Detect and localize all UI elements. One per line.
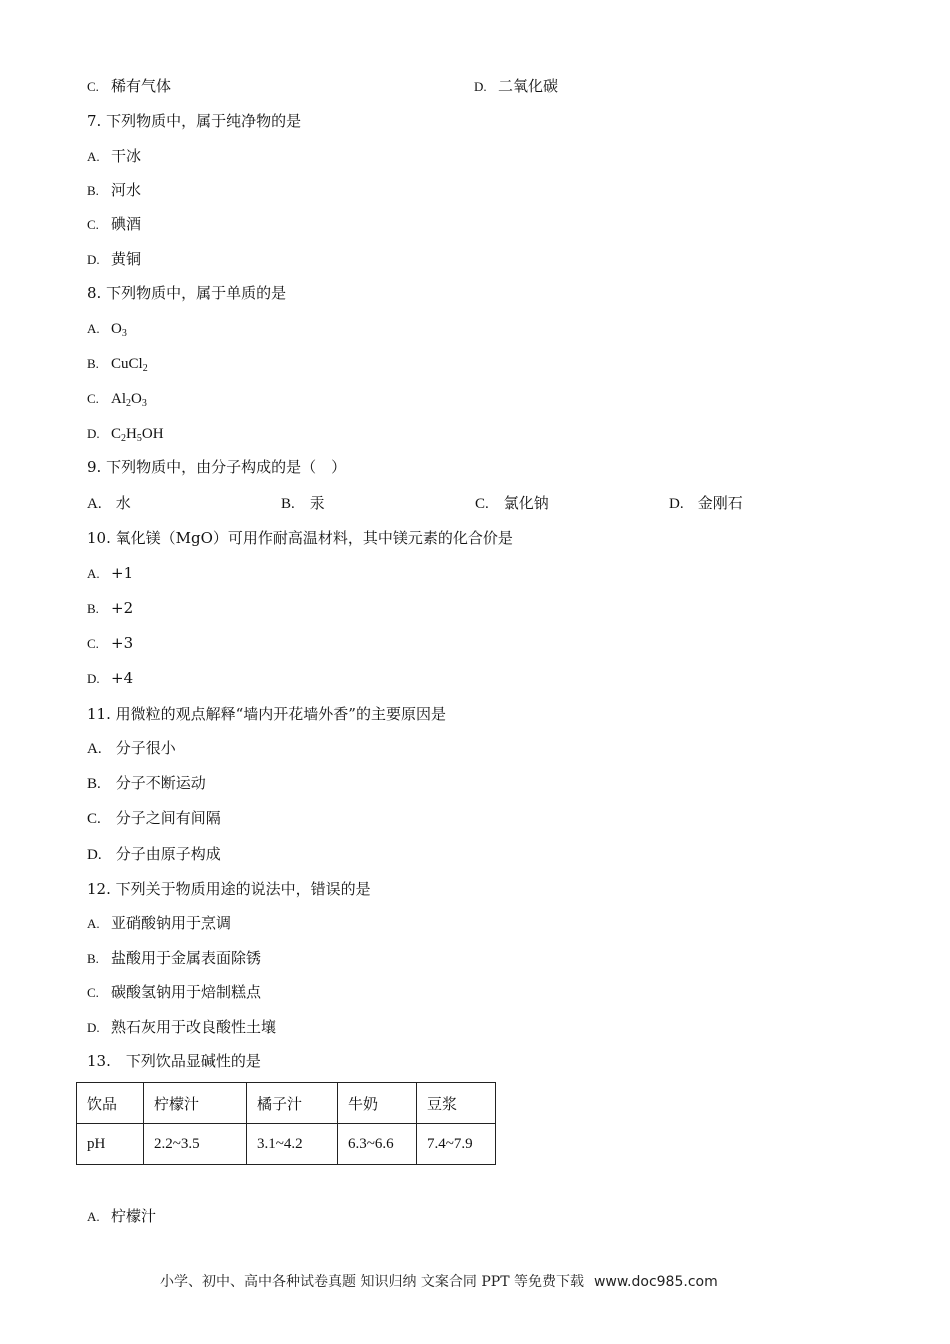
option-text: +1 (111, 564, 134, 582)
q9-option-d (669, 493, 743, 514)
q11-option-a (87, 738, 176, 759)
table-cell: 2.2~3.5 (144, 1124, 247, 1165)
option-text: 氯化钠 (503, 494, 549, 512)
q9-option-a (87, 493, 131, 514)
question-13-stem: 13. 下列饮品显碱性的是 (87, 1052, 261, 1070)
option-letter: D. (87, 671, 100, 686)
option-text: 汞 (309, 494, 325, 512)
option-text: 黄铜 (111, 250, 142, 268)
table-cell: 豆浆 (417, 1083, 496, 1124)
option-text: 亚硝酸钠用于烹调 (111, 914, 232, 932)
q10-option-a (87, 563, 133, 584)
q6-option-c (87, 76, 171, 97)
question-7-stem: 7. 下列物质中，属于纯净物的是 (87, 112, 302, 130)
option-text: 水 (115, 494, 131, 512)
option-text: 熟石灰用于改良酸性土壤 (111, 1018, 277, 1036)
option-text: +2 (111, 599, 134, 617)
chemical-formula (111, 356, 148, 372)
formula-part: H (126, 426, 137, 442)
q12-option-d (87, 1017, 276, 1038)
option-letter: C. (87, 985, 99, 1000)
table-cell: 7.4~7.9 (417, 1124, 496, 1165)
q10-option-b (87, 598, 133, 619)
table-header-row (77, 1083, 496, 1124)
option-text: 河水 (111, 181, 142, 199)
option-letter: B. (87, 356, 99, 371)
q11-option-d (87, 844, 221, 865)
option-letter: D. (669, 496, 684, 512)
footer-text: 小学、初中、高中各种试卷真题 知识归纳 文案合同 PPT 等免费下载 (160, 1274, 584, 1290)
option-text: 碳酸氢钠用于焙制糕点 (111, 983, 262, 1001)
option-letter: D. (87, 426, 100, 441)
option-letter: C. (87, 636, 99, 651)
q13-option-a (87, 1206, 156, 1227)
q9-option-c (475, 493, 549, 514)
q7-option-c (87, 214, 141, 235)
formula-subscript: 5 (136, 433, 142, 444)
question-8-stem: 8. 下列物质中，属于单质的是 (87, 284, 287, 302)
page-footer (160, 1271, 718, 1291)
question-12-stem: 12. 下列关于物质用途的说法中，错误的是 (87, 880, 371, 898)
table-row (77, 1124, 496, 1165)
table-cell: pH (77, 1124, 144, 1165)
q10-option-d (87, 668, 133, 689)
option-letter: A. (87, 916, 100, 931)
option-letter: A. (87, 149, 100, 164)
option-letter: B. (87, 183, 99, 198)
table-cell: 6.3~6.6 (338, 1124, 417, 1165)
option-letter: B. (87, 776, 101, 792)
q11-option-b (87, 773, 206, 794)
option-letter: C. (87, 811, 101, 827)
ph-table (76, 1082, 496, 1165)
option-letter: D. (474, 79, 487, 94)
chemical-formula (111, 426, 164, 442)
option-text: 二氧化碳 (498, 77, 559, 95)
option-letter: C. (87, 391, 99, 406)
q12-option-a (87, 913, 231, 934)
option-text: 金刚石 (697, 494, 743, 512)
option-letter: D. (87, 1020, 100, 1035)
option-letter: C. (87, 79, 99, 94)
formula-subscript: 2 (142, 363, 148, 374)
option-text: 稀有气体 (111, 77, 172, 95)
option-letter: A. (87, 566, 100, 581)
option-text: +4 (111, 669, 134, 687)
q8-option-a (87, 318, 127, 339)
chemical-formula (111, 391, 147, 407)
option-text: 分子不断运动 (115, 774, 206, 792)
option-text: 柠檬汁 (111, 1207, 157, 1225)
option-text: 碘酒 (111, 215, 142, 233)
option-letter: D. (87, 847, 102, 863)
option-text: 干冰 (111, 147, 142, 165)
formula-subscript: 2 (121, 433, 127, 444)
option-letter: B. (281, 496, 295, 512)
q7-option-b (87, 180, 141, 201)
option-letter: C. (87, 217, 99, 232)
option-letter: A. (87, 741, 102, 757)
table-cell: 饮品 (77, 1083, 144, 1124)
formula-part: CuCl (111, 356, 143, 372)
formula-part: OH (141, 426, 164, 442)
option-letter: A. (87, 1209, 100, 1224)
table-cell: 橘子汁 (247, 1083, 338, 1124)
formula-subscript: 2 (126, 398, 131, 409)
question-9-stem: 9. 下列物质中，由分子构成的是（ ） (87, 458, 347, 476)
option-text: 分子很小 (115, 739, 176, 757)
formula-part: Al (111, 391, 126, 407)
option-letter: B. (87, 601, 99, 616)
q10-option-c (87, 633, 133, 654)
q7-option-a (87, 146, 141, 167)
option-letter: A. (87, 496, 102, 512)
q8-option-b (87, 353, 148, 374)
q12-option-c (87, 982, 261, 1003)
q12-option-b (87, 948, 261, 969)
formula-subscript: 3 (121, 328, 127, 339)
table-cell: 牛奶 (338, 1083, 417, 1124)
chemical-formula (111, 321, 127, 337)
q11-option-c (87, 808, 221, 829)
table-cell: 3.1~4.2 (247, 1124, 338, 1165)
option-text: +3 (111, 634, 134, 652)
option-text: 分子由原子构成 (115, 845, 221, 863)
option-text: 盐酸用于金属表面除锈 (111, 949, 262, 967)
formula-subscript: 3 (141, 398, 147, 409)
option-text: 分子之间有间隔 (115, 809, 221, 827)
q9-option-b (281, 493, 325, 514)
q8-option-c (87, 388, 147, 409)
question-11-stem: 11. 用微粒的观点解释“墙内开花墙外香”的主要原因是 (87, 705, 446, 723)
q6-option-d (474, 76, 558, 97)
option-letter: A. (87, 321, 100, 336)
option-letter: C. (475, 496, 489, 512)
footer-url[interactable]: www.doc985.com (593, 1274, 718, 1290)
formula-part: O (111, 321, 122, 337)
option-letter: D. (87, 252, 100, 267)
formula-part: O (131, 391, 142, 407)
question-10-stem: 10. 氧化镁（MgO）可用作耐高温材料，其中镁元素的化合价是 (87, 529, 513, 547)
q7-option-d (87, 249, 141, 270)
q8-option-d (87, 423, 164, 444)
table-cell: 柠檬汁 (144, 1083, 247, 1124)
formula-part: C (111, 426, 122, 442)
option-letter: B. (87, 951, 99, 966)
